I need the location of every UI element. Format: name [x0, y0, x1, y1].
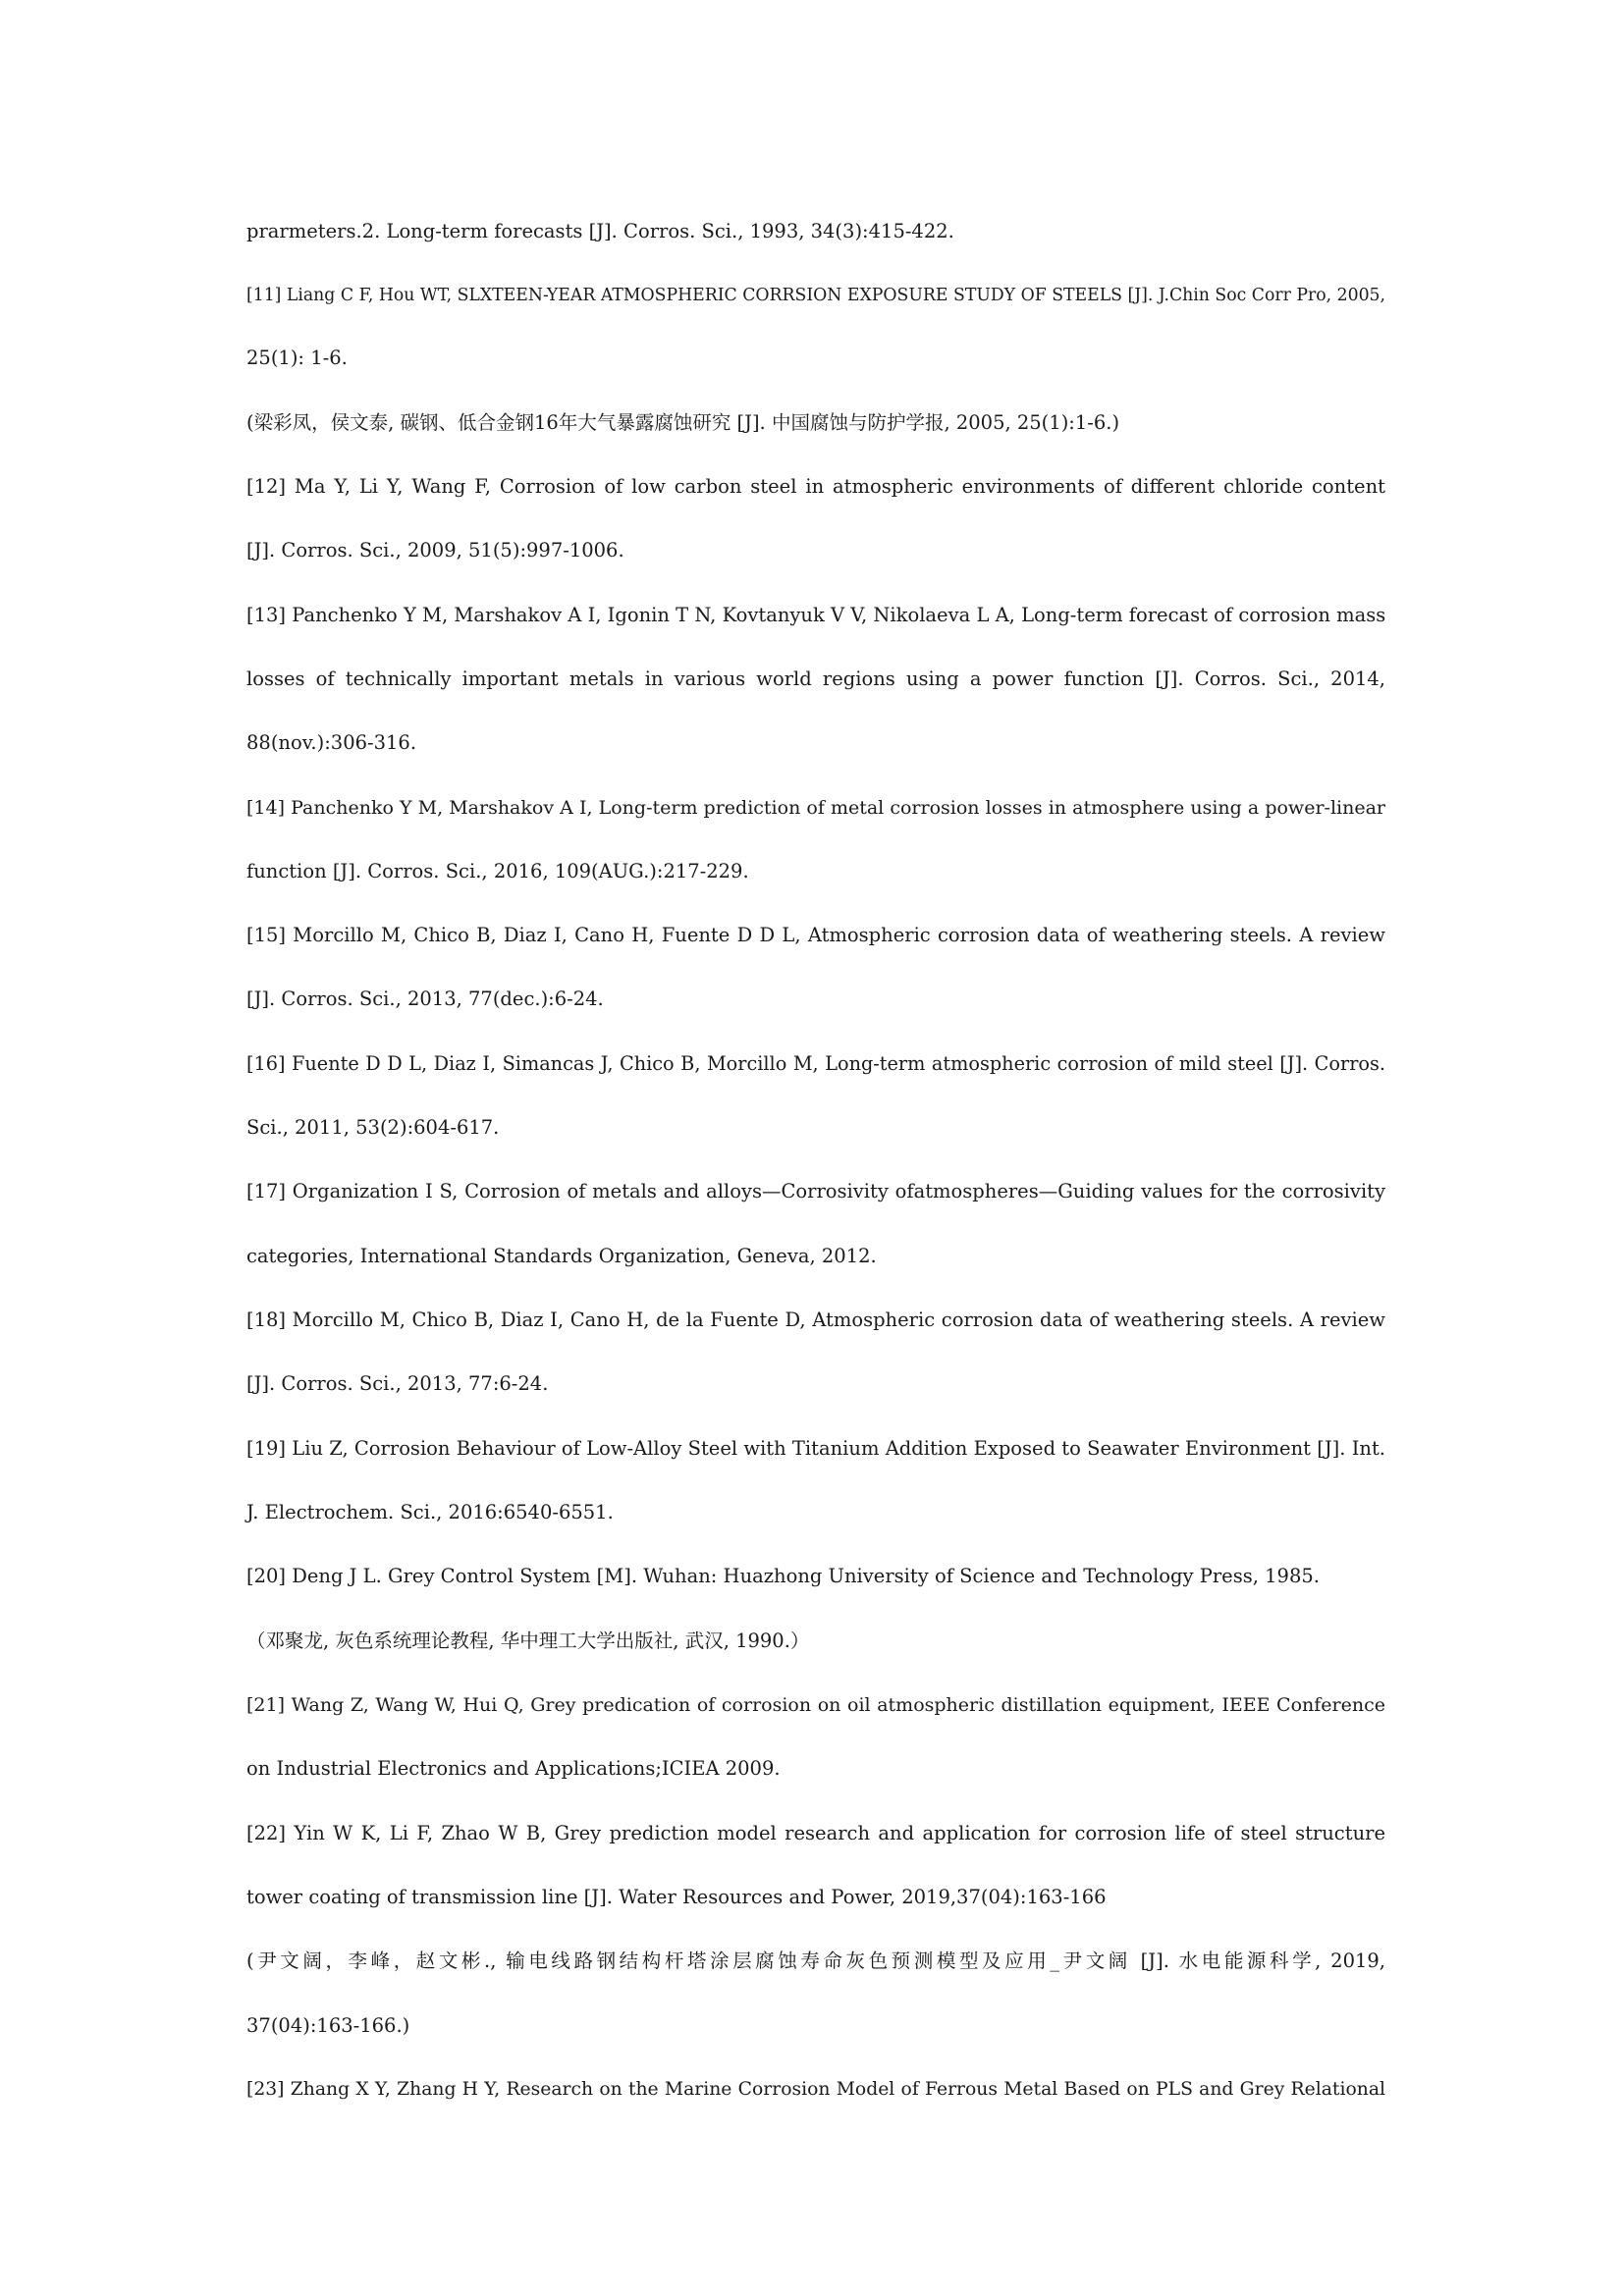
reference-line: [15] Morcillo M, Chico B, Diaz I, Cano H, Fuente D D L, Atmospheric corrosion data of weathering steels. A review: [246, 924, 1385, 946]
reference-line: 25(1): 1-6.: [246, 347, 348, 369]
reference-line: tower coating of transmission line [J]. Water Resources and Power, 2019,37(04):163-166: [246, 1886, 1107, 1908]
reference-line: categories, International Standards Organization, Geneva, 2012.: [246, 1245, 877, 1267]
reference-line: 88(nov.):306-316.: [246, 731, 417, 754]
reference-line: （邓聚龙, 灰色系统理论教程, 华中理工大学出版社, 武汉, 1990.）: [246, 1629, 810, 1652]
reference-line: (梁彩凤，侯文泰, 碳钢、低合金钢16年大气暴露腐蚀研究 [J]. 中国腐蚀与防护学报, 2005, 25(1):1-6.): [246, 411, 1120, 434]
reference-line: [12] Ma Y, Li Y, Wang F, Corrosion of low carbon steel in atmospheric environments of different chloride content: [246, 475, 1385, 498]
reference-line: [19] Liu Z, Corrosion Behaviour of Low-Alloy Steel with Titanium Addition Exposed to Seawater Environment [J]. Int.: [246, 1437, 1385, 1460]
reference-line: [17] Organization I S, Corrosion of metals and alloys—Corrosivity ofatmospheres—Guiding values for the corrosivity: [246, 1180, 1385, 1202]
reference-line: (尹文阔，李峰，赵文彬., 输电线路钢结构杆塔涂层腐蚀寿命灰色预测模型及应用_尹文阔 [J]. 水电能源科学, 2019,: [246, 1949, 1385, 1972]
reference-line: [J]. Corros. Sci., 2013, 77(dec.):6-24.: [246, 988, 604, 1010]
reference-line: [23] Zhang X Y, Zhang H Y, Research on the Marine Corrosion Model of Ferrous Metal Based on PLS and Grey Relational: [246, 2079, 1385, 2100]
reference-line: prarmeters.2. Long-term forecasts [J]. Corros. Sci., 1993, 34(3):415-422.: [246, 220, 954, 242]
reference-line: losses of technically important metals in various world regions using a power function [J]. Corros. Sci., 2014,: [246, 667, 1385, 690]
reference-line: on Industrial Electronics and Applications;ICIEA 2009.: [246, 1757, 781, 1780]
reference-line: [J]. Corros. Sci., 2009, 51(5):997-1006.: [246, 539, 624, 561]
reference-line: function [J]. Corros. Sci., 2016, 109(AUG.):217-229.: [246, 860, 749, 882]
reference-line: J. Electrochem. Sci., 2016:6540-6551.: [246, 1501, 614, 1523]
reference-line: [22] Yin W K, Li F, Zhao W B, Grey prediction model research and application for corrosion life of steel structure: [246, 1822, 1385, 1844]
reference-line: [11] Liang C F, Hou WT, SLXTEEN-YEAR ATMOSPHERIC CORRSION EXPOSURE STUDY OF STEELS [J]. J.Chin Soc Corr Pro, 2005,: [246, 286, 1385, 305]
reference-line: 37(04):163-166.): [246, 2014, 410, 2037]
reference-line: Sci., 2011, 53(2):604-617.: [246, 1116, 500, 1139]
reference-line: [16] Fuente D D L, Diaz I, Simancas J, Chico B, Morcillo M, Long-term atmospheric corrosion of mild steel [J]. Corros.: [246, 1052, 1385, 1075]
reference-line: [14] Panchenko Y M, Marshakov A I, Long-term prediction of metal corrosion losses in atmosphere using a power-linear: [246, 797, 1385, 819]
reference-line: [J]. Corros. Sci., 2013, 77:6-24.: [246, 1372, 549, 1395]
reference-line: [13] Panchenko Y M, Marshakov A I, Igonin T N, Kovtanyuk V V, Nikolaeva L A, Long-term forecast of corrosion mass: [246, 604, 1386, 626]
reference-line: [20] Deng J L. Grey Control System [M]. Wuhan: Huazhong University of Science and Technology Press, 1985.: [246, 1565, 1320, 1587]
reference-line: [18] Morcillo M, Chico B, Diaz I, Cano H, de la Fuente D, Atmospheric corrosion data of weathering steels. A review: [246, 1308, 1385, 1331]
reference-line: [21] Wang Z, Wang W, Hui Q, Grey predication of corrosion on oil atmospheric distillation equipment, IEEE Conference: [246, 1694, 1385, 1716]
